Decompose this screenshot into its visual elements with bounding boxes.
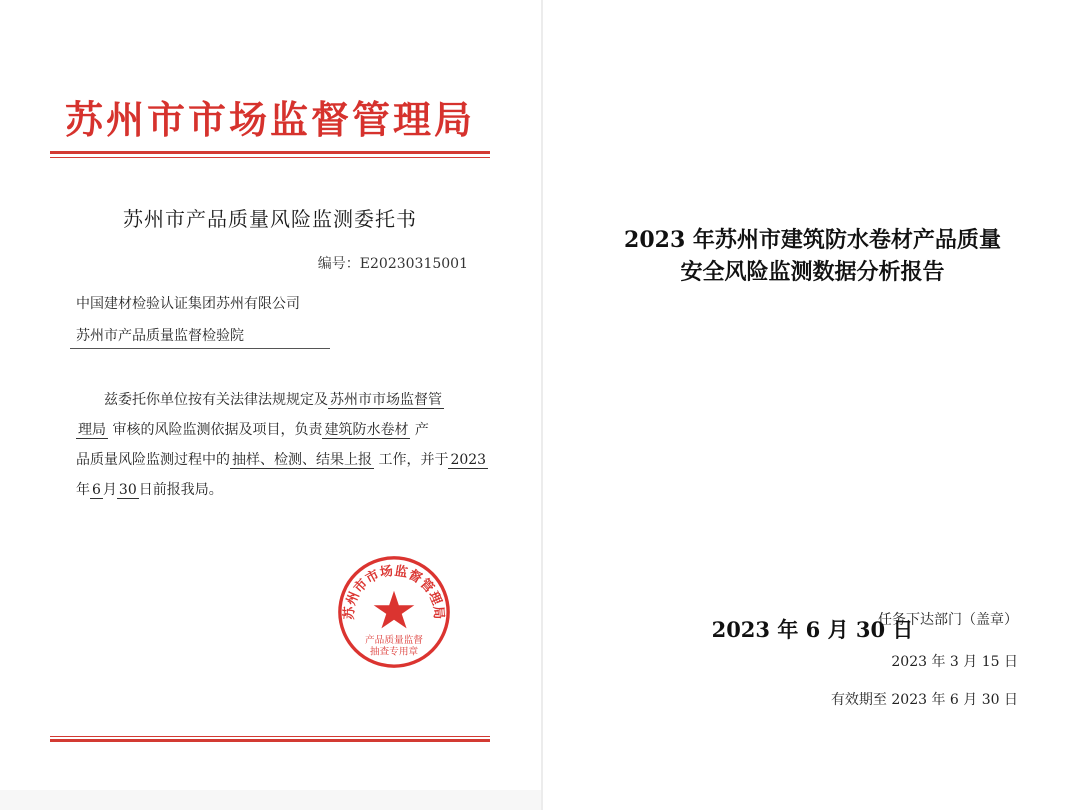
body-line-2: 理局 审核的风险监测依据及项目，负责 建筑防水卷材 产 — [78, 422, 429, 438]
official-seal-stamp — [336, 554, 452, 670]
blank-agency-cont: 理局 — [78, 422, 106, 438]
blank-agency: 苏州市市场监督管 — [330, 392, 442, 408]
blank-year: 2023 — [450, 452, 487, 468]
body-line-3: 品质量风险监测过程中的 抽样、检测、结果上报 工作，并于 2023 — [76, 452, 487, 468]
report-date: 2023 年 6 月 30 日 — [711, 617, 914, 642]
svg-text:苏州市市场监督管理局: 苏州市市场监督管理局 — [342, 563, 446, 621]
report-title — [565, 224, 1060, 288]
agency-letterhead: 苏州市市场监督管理局 — [64, 97, 475, 142]
validity-date: 有效期至 2023 年 6 月 30 日 — [830, 692, 1018, 708]
footer-rule-thin — [50, 736, 490, 737]
issuer-label: 任务下达部门（盖章） — [878, 612, 1018, 628]
letterhead-rule-thick — [50, 151, 490, 154]
letter-title: 苏州市产品质量风险监测委托书 — [123, 207, 417, 231]
serial-number: 编号：E20230315001 — [317, 256, 468, 272]
blank-day: 30 — [118, 482, 137, 498]
footer-rule-thick — [50, 739, 490, 742]
bottom-shadow — [0, 790, 541, 810]
report-title-line-1: 2023 年苏州市建筑防水卷材产品质量 — [624, 227, 1001, 253]
svg-text:抽查专用章: 抽查专用章 — [369, 646, 419, 658]
blank-tasks: 抽样、检测、结果上报 — [232, 452, 372, 468]
letterhead-rule-thin — [50, 157, 490, 158]
recipient-2: 苏州市产品质量监督检验院 — [76, 328, 244, 344]
body-line-4: 年 6 月 30 日前报我局。 — [76, 482, 223, 498]
blank-month: 6 — [92, 482, 101, 498]
recipient-underline — [70, 348, 330, 349]
report-title-line-2: 安全风险监测数据分析报告 — [680, 259, 945, 285]
letter-body — [76, 385, 486, 505]
svg-text:产品质量监督: 产品质量监督 — [365, 634, 423, 646]
body-line-1: 兹委托你单位按有关法律法规规定及 苏州市市场监督管 — [104, 392, 442, 408]
blank-product: 建筑防水卷材 — [324, 422, 409, 438]
recipient-1: 中国建材检验认证集团苏州有限公司 — [76, 296, 300, 312]
issue-date: 2023 年 3 月 15 日 — [891, 654, 1018, 670]
